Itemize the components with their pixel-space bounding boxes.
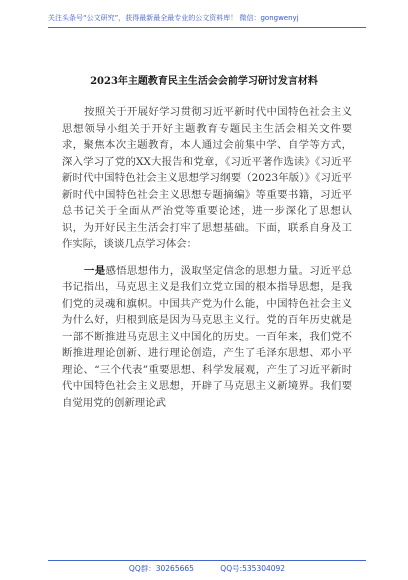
document-body	[62, 104, 352, 411]
header-divider	[48, 27, 366, 28]
point-one-lead: 一是	[84, 264, 106, 277]
footer-divider	[48, 560, 366, 561]
paragraph-intro: 按照关于开展好学习贯彻习近平新时代中国特色社会主义思想领导小组关于开好主题教育专题民主生活会相关文件要求，聚焦本次主题教育，本人通过会前集中学、自学等方式，深入学习了党的XX大报告和党章，《习近平著作选读》《习近平新时代中国特色社会主义思想学习纲要（2023年版）》《习近平新时代中国特色社会主义思想专题摘编》等重要书籍，习近平总书记关于全面从严治党等重要论述，进一步深化了思想认识，为开好民主生活会打牢了思想基础。下面，联系自身及工作实际，谈谈几点学习体会：	[62, 106, 352, 250]
footer-qq-number: QQ号:535304092	[220, 564, 286, 573]
point-one-text: 感悟思想伟力，汲取坚定信念的思想力量。习近平总书记指出，马克思主义是我们立党立国的根本指导思想，是我们党的灵魂和旗帜。中国共产党为什么能，中国特色社会主义为什么好，归根到底是因为马克思主义行。党的百年历史就是一部不断推进马克思主义中国化的历史。一百年来，我们党不断推进理论创新、进行理论创造，产生了毛泽东思想、邓小平理论、“三个代表”重要思想、科学发展观，产生了习近平新时代中国特色社会主义思想，开辟了马克思主义新境界。我们要自觉用党的创新理论武	[62, 264, 352, 409]
document-title: 2023年主题教育民主生活会会前学习研讨发言材料	[90, 76, 318, 87]
header-promo-text: 关注头条号“公文研究”，获得最新最全最专业的公文资料库！ 微信：gongwenyj	[48, 14, 299, 22]
footer-qq-group: QQ群：30265665	[128, 564, 194, 573]
footer-contact	[48, 563, 366, 574]
paragraph-point-one	[62, 263, 352, 412]
